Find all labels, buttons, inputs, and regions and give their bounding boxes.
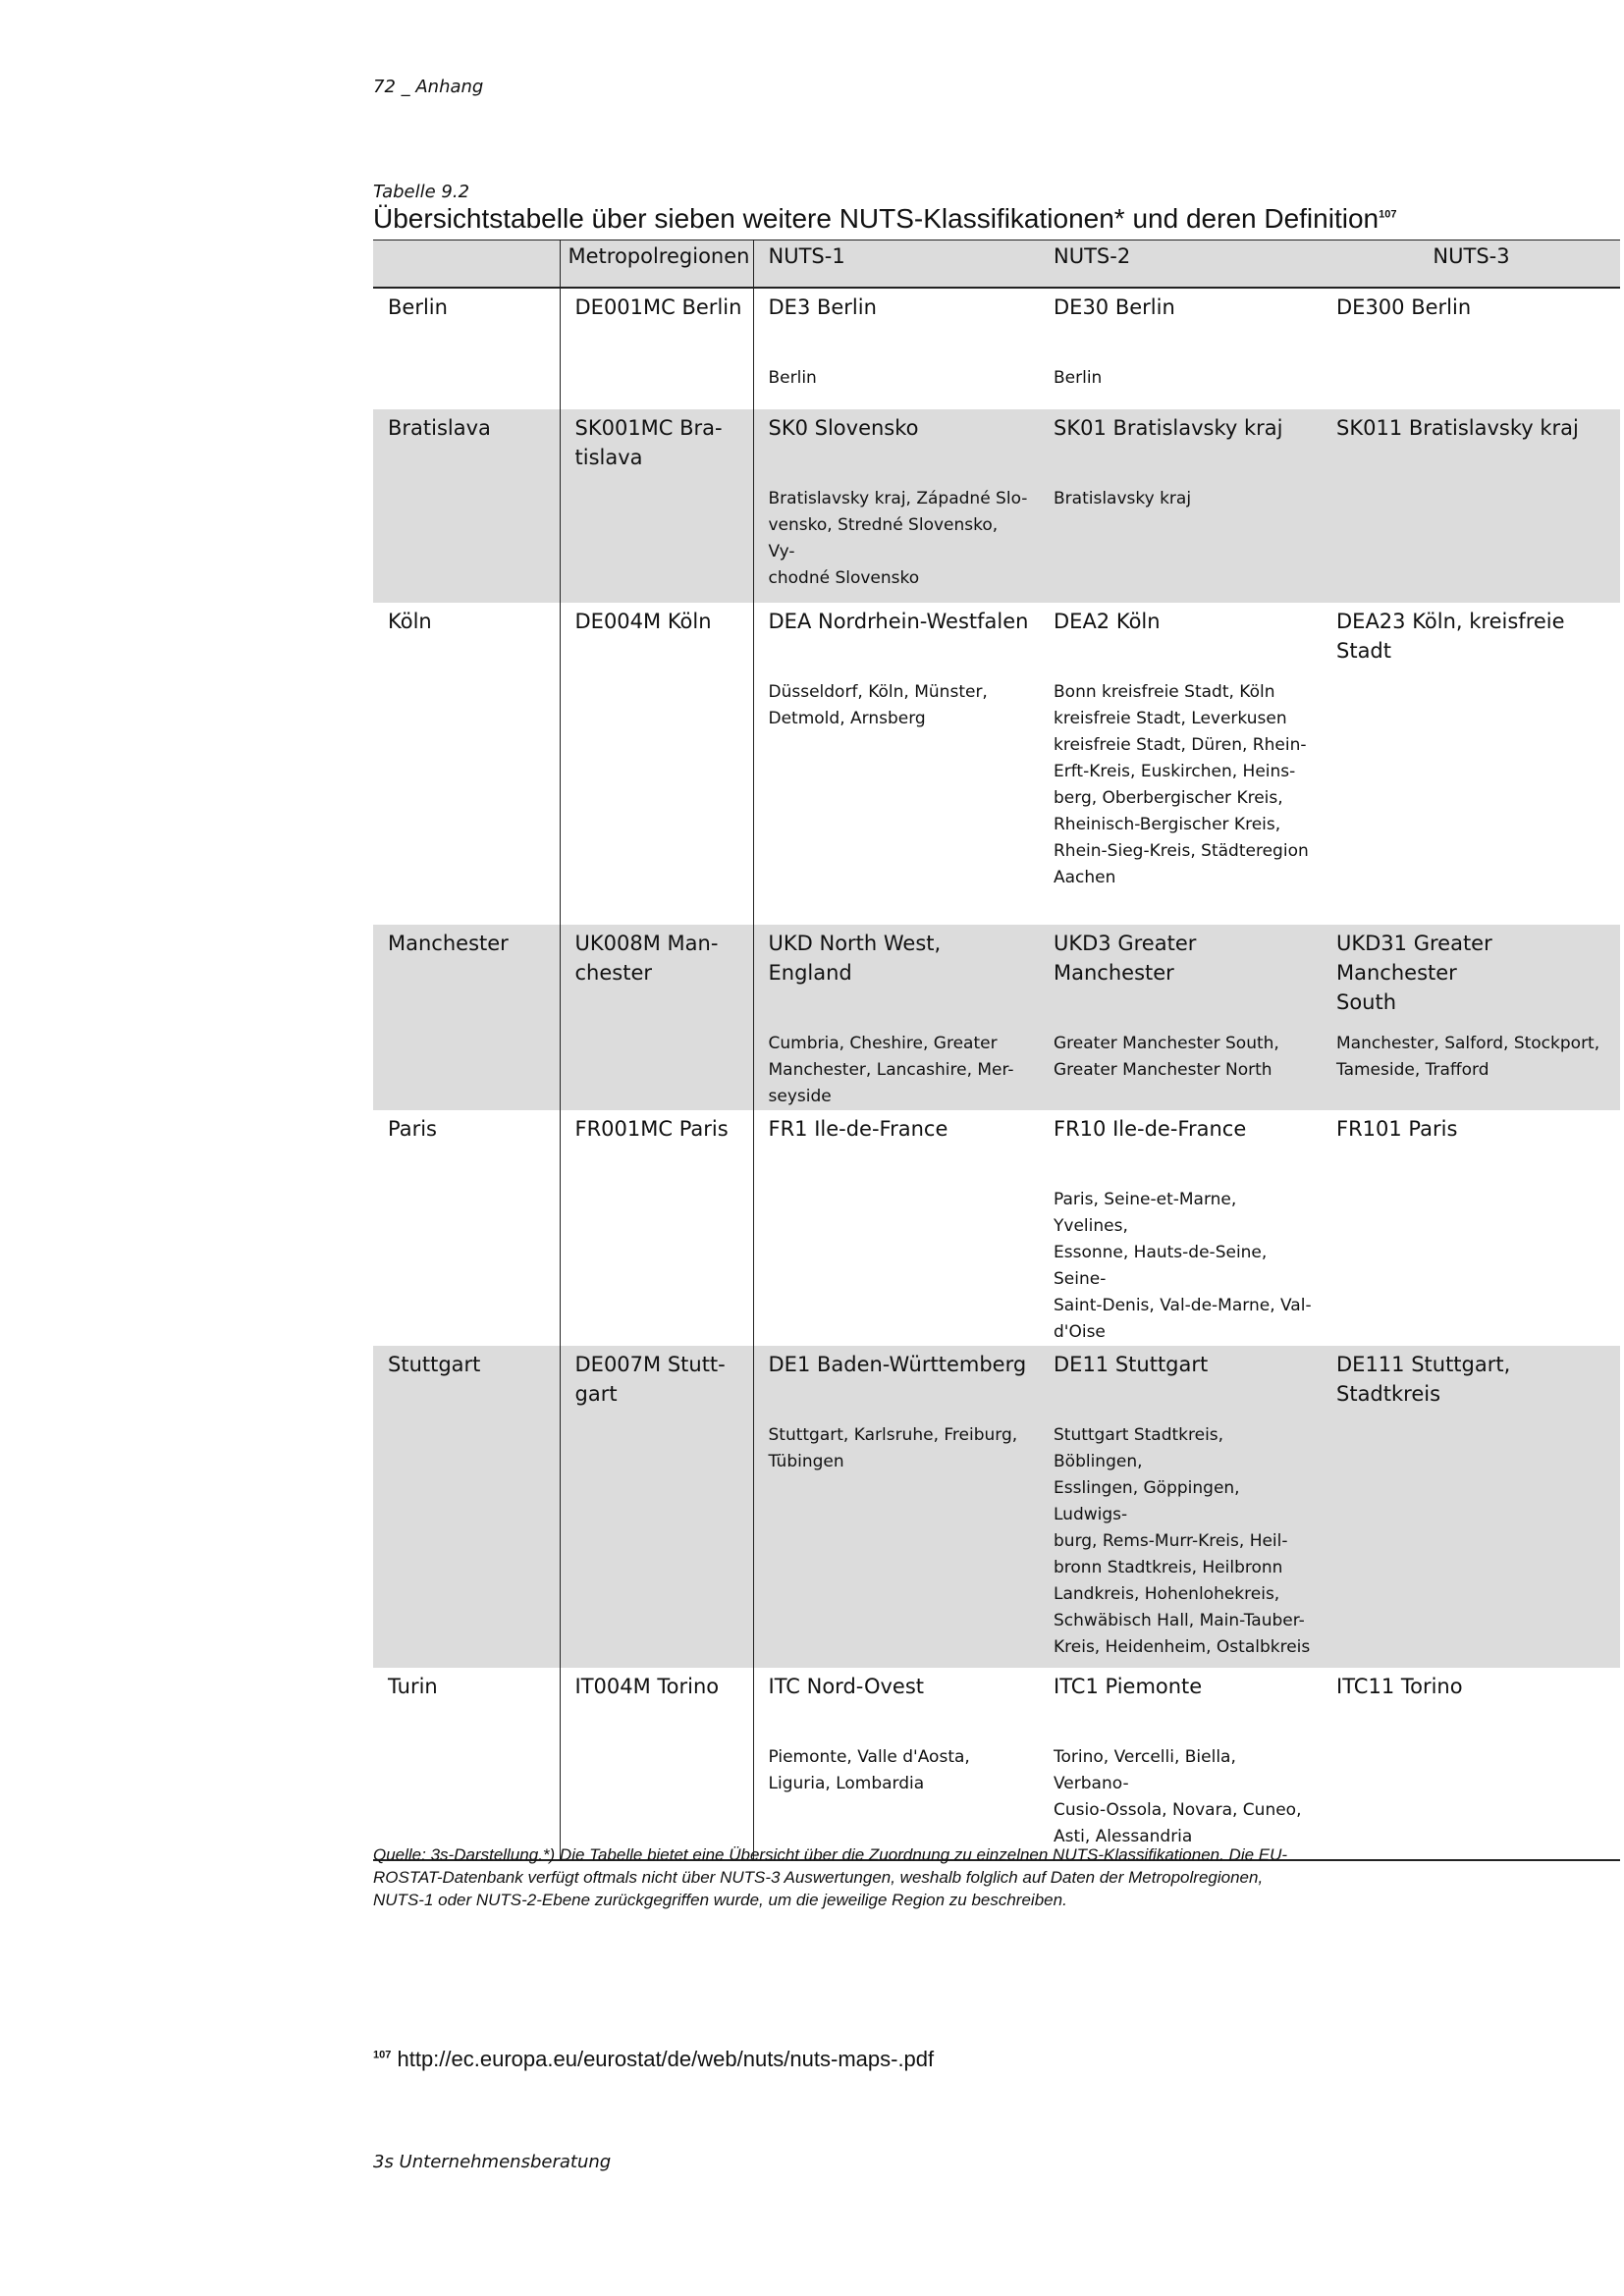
cell-nuts1-description: Piemonte, Valle d'Aosta, Liguria, Lombardia (768, 1746, 970, 1793)
cell-nuts1-description: Bratislavsky kraj, Západné Slo- vensko, Stredné Slovensko, Vy- chodné Slovensko (768, 488, 1028, 588)
cell-city (373, 603, 560, 925)
cell-nuts1-main: ITC Nord-Ovest (768, 1674, 924, 1698)
cell-metro (560, 1110, 753, 1346)
cell-city-main: Turin (388, 1674, 438, 1698)
cell-nuts1-description: Stuttgart, Karlsruhe, Freiburg, Tübingen (768, 1424, 1018, 1471)
cell-nuts2 (1039, 1110, 1322, 1346)
footnote-url[interactable]: http://ec.europa.eu/eurostat/de/web/nuts/nuts-maps-.pdf (397, 2047, 935, 2071)
footnote (373, 2047, 934, 2072)
cell-city-main: Berlin (388, 294, 448, 319)
cell-nuts2-description: Stuttgart Stadtkreis, Böblingen, Esslingen, Göppingen, Ludwigs- burg, Rems-Murr-Kreis, Heil- bronn Stadtkreis, Heilbronn Landkreis, Hohenlohekreis, Schwäbisch Hall, Main-Tauber- Kreis, Heidenheim, Ostalbkreis (1054, 1424, 1311, 1657)
footnote-ref[interactable]: 107 (1379, 208, 1397, 221)
cell-metro (560, 925, 753, 1110)
cell-nuts2 (1039, 1668, 1322, 1860)
table-title-text: Übersichtstabelle über sieben weitere NUTS-Klassifikationen* und deren Definition (373, 203, 1380, 234)
cell-nuts3-main: SK011 Bratislavsky kraj (1336, 415, 1579, 440)
cell-nuts1 (753, 1346, 1039, 1668)
header-nuts3: NUTS-3 (1322, 240, 1620, 288)
header-metropolregionen: Metropolregionen (560, 240, 753, 288)
header-city (373, 240, 560, 288)
cell-nuts2-description: Torino, Vercelli, Biella, Verbano- Cusio-Ossola, Novara, Cuneo, Asti, Alessandria (1054, 1746, 1302, 1846)
cell-city-main: Köln (388, 609, 432, 633)
cell-nuts2-description: Bratislavsky kraj (1054, 488, 1192, 508)
table-row (373, 925, 1620, 1110)
cell-nuts3 (1322, 1668, 1620, 1860)
cell-city-main: Paris (388, 1116, 437, 1141)
cell-metro (560, 603, 753, 925)
cell-nuts2 (1039, 409, 1322, 603)
cell-nuts3-main: FR101 Paris (1336, 1116, 1458, 1141)
cell-nuts1-main: UKD North West, England (768, 931, 942, 985)
table-row (373, 1668, 1620, 1860)
cell-metro (560, 1668, 753, 1860)
cell-nuts2-description: Paris, Seine-et-Marne, Yvelines, Essonne, Hauts-de-Seine, Seine- Saint-Denis, Val-de-Marne, Val- d'Oise (1054, 1189, 1312, 1342)
cell-nuts1-description: Cumbria, Cheshire, Greater Manchester, Lancashire, Mer- seyside (768, 1033, 1014, 1106)
cell-metro-main: DE004M Köln (574, 609, 712, 633)
cell-nuts3 (1322, 409, 1620, 603)
cell-nuts3 (1322, 288, 1620, 409)
cell-nuts1-main: DE3 Berlin (768, 294, 877, 319)
cell-nuts1-main: DE1 Baden-Württemberg (768, 1352, 1027, 1376)
cell-nuts1-description: Berlin (768, 367, 817, 388)
cell-metro (560, 409, 753, 603)
cell-nuts1-main: SK0 Slovensko (768, 415, 919, 440)
cell-nuts3 (1322, 603, 1620, 925)
cell-nuts1-description: Düsseldorf, Köln, Münster, Detmold, Arnsberg (768, 681, 988, 728)
cell-nuts2-description: Bonn kreisfreie Stadt, Köln kreisfreie Stadt, Leverkusen kreisfreie Stadt, Düren, Rhein- Erft-Kreis, Euskirchen, Heins- berg, Oberbergischer Kreis, Rheinisch-Bergischer Kreis, Rhein-Sieg-Kreis, Städteregion Aachen (1054, 681, 1309, 887)
header-nuts2: NUTS-2 (1039, 240, 1322, 288)
cell-metro-main: UK008M Man- chester (574, 931, 719, 985)
cell-nuts3-main: DEA23 Köln, kreisfreie Stadt (1336, 609, 1565, 663)
cell-nuts3 (1322, 1110, 1620, 1346)
nuts-table (373, 240, 1620, 1861)
cell-metro (560, 1346, 753, 1668)
cell-city-main: Bratislava (388, 415, 491, 440)
cell-nuts1 (753, 1110, 1039, 1346)
table-row (373, 1346, 1620, 1668)
cell-nuts2-main: DEA2 Köln (1054, 609, 1161, 633)
cell-nuts2 (1039, 1346, 1322, 1668)
cell-nuts3 (1322, 925, 1620, 1110)
cell-city (373, 409, 560, 603)
cell-nuts2-main: UKD3 Greater Manchester (1054, 931, 1197, 985)
cell-metro-main: DE007M Stutt- gart (574, 1352, 726, 1406)
cell-metro-main: DE001MC Berlin (574, 294, 742, 319)
cell-nuts1 (753, 925, 1039, 1110)
table-row (373, 603, 1620, 925)
cell-city (373, 1346, 560, 1668)
cell-city-main: Stuttgart (388, 1352, 481, 1376)
table-title (373, 203, 1396, 235)
cell-metro-main: SK001MC Bra- tislava (574, 415, 723, 469)
cell-metro-main: FR001MC Paris (574, 1116, 729, 1141)
table-row (373, 288, 1620, 409)
cell-metro-main: IT004M Torino (574, 1674, 720, 1698)
cell-metro (560, 288, 753, 409)
table-row (373, 1110, 1620, 1346)
cell-city (373, 925, 560, 1110)
cell-nuts2-main: DE30 Berlin (1054, 294, 1175, 319)
cell-nuts2-main: SK01 Bratislavsky kraj (1054, 415, 1283, 440)
cell-nuts2 (1039, 603, 1322, 925)
cell-nuts2 (1039, 288, 1322, 409)
cell-nuts3 (1322, 1346, 1620, 1668)
cell-nuts1-main: DEA Nordrhein-Westfalen (768, 609, 1029, 633)
running-head: 72 _ Anhang (373, 77, 484, 97)
cell-nuts1-main: FR1 Ile-de-France (768, 1116, 948, 1141)
footnote-number: 107 (373, 2049, 392, 2061)
source-note: Quelle: 3s-Darstellung.*) Die Tabelle bietet eine Übersicht über die Zuordnung zu einzelnen NUTS-Klassifikationen. Die EU- ROSTAT-Datenbank verfügt oftmals nicht über NUTS-3 Auswertungen, weshalb folglich auf Daten der Metropolregionen, NUTS-1 oder NUTS-2-Ebene zurückgegriffen wurde, um die jeweilige Region zu beschreiben. (373, 1845, 1288, 1909)
cell-city (373, 1110, 560, 1346)
cell-nuts3-description: Manchester, Salford, Stockport, Tameside, Trafford (1336, 1033, 1600, 1080)
cell-nuts1 (753, 603, 1039, 925)
cell-nuts1 (753, 409, 1039, 603)
page-footer: 3s Unternehmensberatung (373, 2152, 612, 2172)
cell-nuts3-main: DE111 Stuttgart, Stadtkreis (1336, 1352, 1511, 1406)
cell-nuts2-main: FR10 Ile-de-France (1054, 1116, 1247, 1141)
cell-nuts2-main: ITC1 Piemonte (1054, 1674, 1203, 1698)
table-header-row (373, 240, 1620, 288)
cell-nuts1 (753, 1668, 1039, 1860)
cell-nuts2-main: DE11 Stuttgart (1054, 1352, 1209, 1376)
cell-nuts3-main: UKD31 Greater Manchester South (1336, 931, 1492, 1014)
cell-city (373, 288, 560, 409)
header-nuts1: NUTS-1 (753, 240, 1039, 288)
cell-nuts3-main: ITC11 Torino (1336, 1674, 1463, 1698)
cell-city-main: Manchester (388, 931, 509, 955)
table-row (373, 409, 1620, 603)
cell-city (373, 1668, 560, 1860)
table-label: Tabelle 9.2 (373, 182, 470, 202)
cell-nuts3-main: DE300 Berlin (1336, 294, 1472, 319)
cell-nuts2-description: Berlin (1054, 367, 1103, 388)
cell-nuts1 (753, 288, 1039, 409)
cell-nuts2-description: Greater Manchester South, Greater Manchester North (1054, 1033, 1279, 1080)
cell-nuts2 (1039, 925, 1322, 1110)
